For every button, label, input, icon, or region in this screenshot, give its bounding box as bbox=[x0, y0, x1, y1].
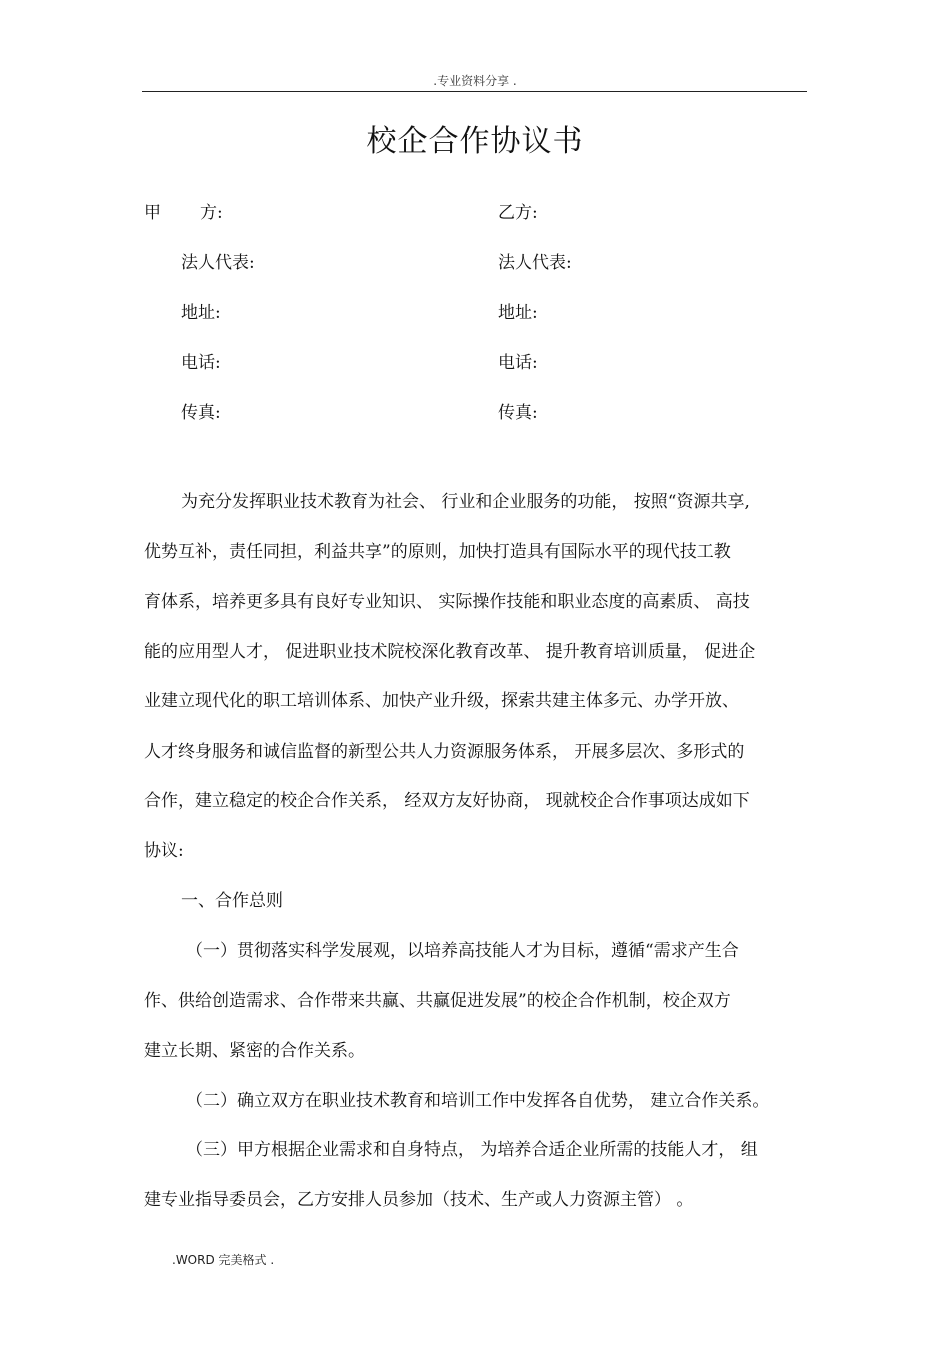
party-address-row bbox=[0, 301, 950, 325]
party-a-rep-label: 法人代表: bbox=[181, 253, 255, 273]
body-line: 合作，建立稳定的校企合作关系， 经双方友好协商， 现就校企合作事项达成如下 bbox=[144, 791, 750, 811]
body-line: 能的应用型人才， 促进职业技术院校深化教育改革、 提升教育培训质量， 促进企 bbox=[144, 642, 756, 662]
party-name-row bbox=[0, 201, 950, 225]
party-b-fax-label: 传真: bbox=[498, 403, 538, 423]
body-line: （一）贯彻落实科学发展观，以培养高技能人才为目标，遵循“需求产生合 bbox=[186, 941, 739, 961]
body-line: （二）确立双方在职业技术教育和培训工作中发挥各自优势， 建立合作关系。 bbox=[186, 1091, 770, 1111]
party-a-suffix: 方: bbox=[200, 203, 223, 223]
body-line: 建立长期、紧密的合作关系。 bbox=[144, 1041, 365, 1061]
body-line: 建专业指导委员会，乙方安排人员参加（技术、生产或人力资源主管） 。 bbox=[144, 1190, 694, 1210]
party-a-address-label: 地址: bbox=[181, 303, 221, 323]
party-b-label: 乙方: bbox=[498, 203, 538, 223]
party-b-rep-label: 法人代表: bbox=[498, 253, 572, 273]
page-footer-text: .WORD 完美格式 . bbox=[172, 1253, 275, 1267]
body-line: 优势互补，责任同担，利益共享”的原则，加快打造具有国际水平的现代技工教 bbox=[144, 542, 731, 562]
party-b-address-label: 地址: bbox=[498, 303, 538, 323]
party-a-label: 甲 bbox=[144, 203, 161, 223]
body-line: 业建立现代化的职工培训体系、加快产业升级，探索共建主体多元、办学开放、 bbox=[144, 691, 739, 711]
body-line: 育体系，培养更多具有良好专业知识、 实际操作技能和职业态度的高素质、 高技 bbox=[144, 592, 750, 612]
party-phone-row bbox=[0, 351, 950, 375]
party-b-phone-label: 电话: bbox=[498, 353, 538, 373]
document-title: 校企合作协议书 bbox=[366, 124, 584, 159]
party-a-fax-label: 传真: bbox=[181, 403, 221, 423]
body-line: 为充分发挥职业技术教育为社会、 行业和企业服务的功能， 按照“资源共享, bbox=[181, 492, 750, 512]
body-line: 人才终身服务和诚信监督的新型公共人力资源服务体系， 开展多层次、多形式的 bbox=[144, 742, 745, 762]
body-line: （三）甲方根据企业需求和自身特点， 为培养合适企业所需的技能人才， 组 bbox=[186, 1140, 758, 1160]
header-rule bbox=[142, 91, 807, 92]
party-fax-row bbox=[0, 401, 950, 425]
page-header-text: .专业资料分享 . bbox=[433, 74, 517, 88]
section-heading: 一、合作总则 bbox=[181, 891, 283, 911]
party-rep-row bbox=[0, 251, 950, 275]
body-line: 作、供给创造需求、合作带来共赢、共赢促进发展”的校企合作机制，校企双方 bbox=[144, 991, 731, 1011]
body-line: 协议: bbox=[144, 841, 184, 861]
party-a-phone-label: 电话: bbox=[181, 353, 221, 373]
